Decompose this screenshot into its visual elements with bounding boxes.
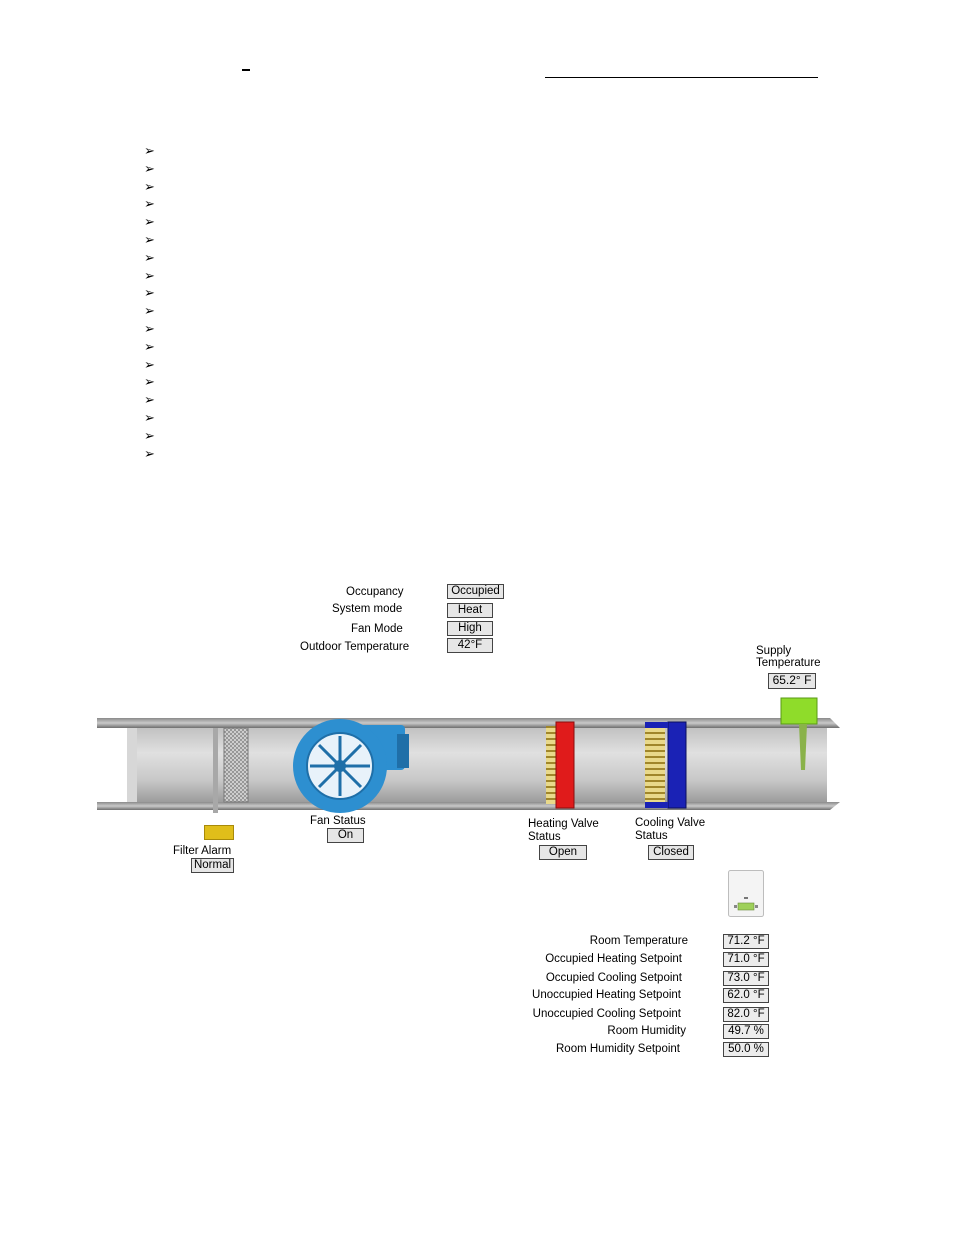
room-reading-value: 50.0 % [723,1042,769,1057]
room-reading-value: 73.0 °F [723,971,769,986]
header-dash [242,69,250,71]
filter-icon [224,728,248,802]
bullet-marker: ➢ [144,178,155,194]
room-reading-value: 62.0 °F [723,988,769,1003]
bullet-marker: ➢ [144,320,155,336]
room-reading-label: Unoccupied Heating Setpoint [532,989,681,1001]
bullet-marker: ➢ [144,285,155,301]
system-mode-label: System mode [332,603,403,615]
air-handler-diagram [95,690,845,820]
bullet-marker: ➢ [144,143,155,158]
heating-valve-label-line1: Heating Valve [528,818,599,830]
fan-status-value: On [327,828,364,843]
cooling-valve-value: Closed [648,845,694,860]
thermostat-icon [728,870,764,917]
room-reading-value: 82.0 °F [723,1007,769,1022]
occupancy-label: Occupancy [346,586,404,598]
bullet-marker: ➢ [144,303,155,319]
bullet-marker: ➢ [144,427,155,443]
fan-mode-value: High [447,621,493,636]
bullet-marker: ➢ [144,267,155,283]
heating-valve-value: Open [539,845,587,860]
heating-coil-icon [546,722,574,808]
bullet-marker: ➢ [144,392,155,408]
supply-label-line1: Supply [756,645,792,657]
room-reading-value: 71.2 °F [723,934,769,949]
fan-status-label: Fan Status [310,815,366,827]
supply-label-line2: Temperature [756,657,821,669]
bullet-marker: ➢ [144,160,155,176]
filter-alarm-label: Filter Alarm [173,845,232,857]
filter-alarm-value: Normal [191,858,234,873]
header-underline [545,77,818,78]
bullet-marker: ➢ [144,356,155,372]
filter-alarm-indicator [204,825,234,840]
heating-valve-label-line2: Status [528,831,561,843]
cooling-valve-label-line2: Status [635,830,668,842]
room-reading-value: 49.7 % [723,1024,769,1039]
filter-rod [213,728,218,813]
cooling-valve-label-line1: Cooling Valve [635,817,706,829]
bullet-marker: ➢ [144,409,155,425]
duct-bottom-plate [97,802,840,810]
outdoor-temperature-value: 42°F [447,638,493,653]
bullet-marker: ➢ [144,374,155,390]
room-reading-label: Room Temperature [589,935,688,947]
bullet-marker: ➢ [144,338,155,354]
bullet-list [144,142,174,462]
room-reading-label: Room Humidity [607,1025,686,1037]
system-mode-value: Heat [447,603,493,618]
outdoor-temperature-label: Outdoor Temperature [300,641,410,653]
bullet-marker: ➢ [144,196,155,212]
room-reading-value: 71.0 °F [723,952,769,967]
fan-mode-label: Fan Mode [351,623,403,635]
bullet-marker: ➢ [144,231,155,247]
bullet-marker: ➢ [144,445,155,461]
bullet-marker: ➢ [144,214,155,230]
room-reading-label: Unoccupied Cooling Setpoint [532,1008,681,1020]
bullet-marker: ➢ [144,249,155,265]
supply-temperature-value: 65.2° F [768,673,816,689]
duct-top-plate [97,718,840,728]
occupancy-value: Occupied [447,584,504,599]
room-reading-label: Room Humidity Setpoint [556,1043,680,1055]
room-reading-label: Occupied Cooling Setpoint [545,972,682,984]
room-reading-label: Occupied Heating Setpoint [545,953,682,965]
